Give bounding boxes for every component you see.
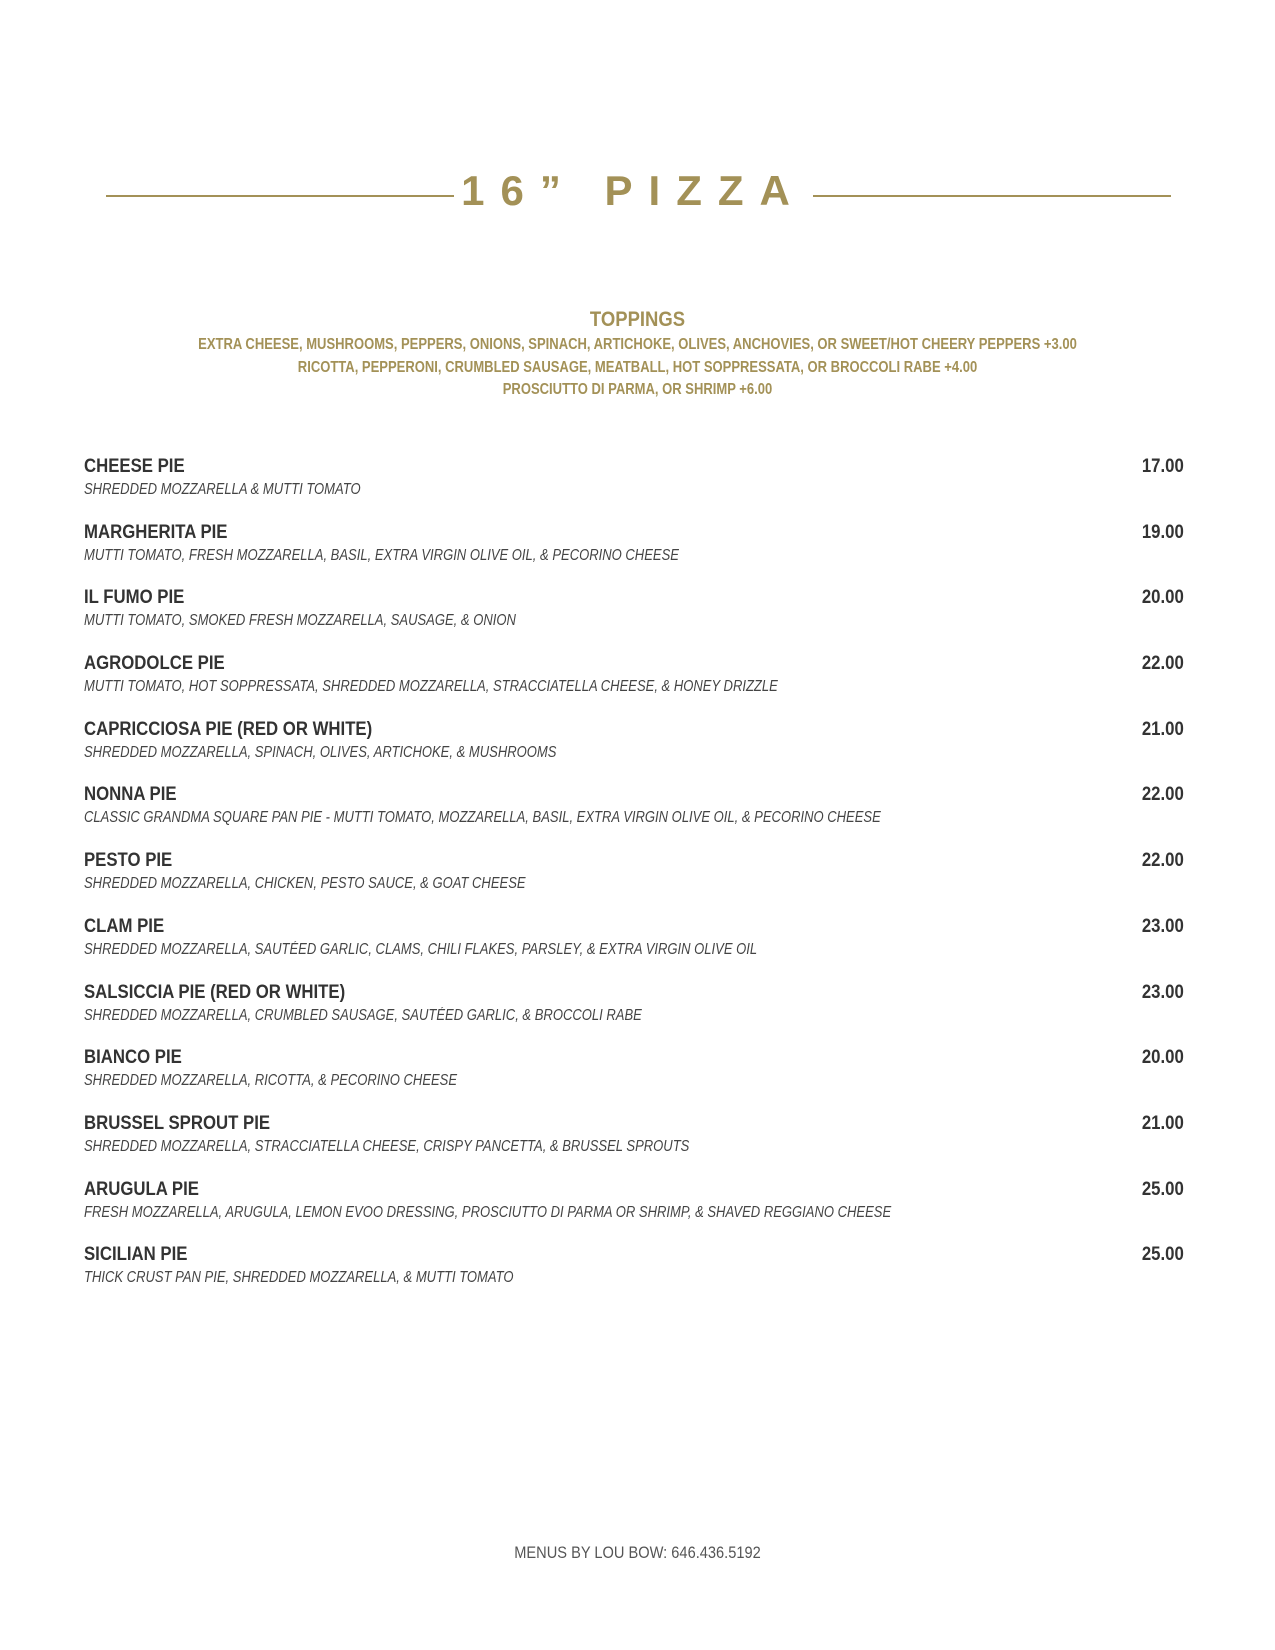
menu-item-name: MARGHERITA PIE [84,520,228,543]
footer-credit: MENUS BY LOU BOW: 646.436.5192 [514,1543,761,1562]
menu-item-price: 22.00 [1142,652,1184,675]
menu-item-description: SHREDDED MOZZARELLA, RICOTTA, & PECORINO CHEESE [84,1072,458,1090]
menu-item [84,1177,1184,1243]
menu-item-name: BIANCO PIE [84,1046,182,1069]
menu-item-name: CHEESE PIE [84,455,185,477]
menu-item [84,585,1184,651]
menu-item-name: IL FUMO PIE [84,586,185,609]
menu-item-name: SALSICCIA PIE (RED OR WHITE) [84,980,346,1003]
menu-item-name: CAPRICCIOSA PIE (RED OR WHITE) [84,717,373,740]
menu-item-price: 25.00 [1142,1177,1184,1200]
menu-item-price: 25.00 [1142,1243,1184,1266]
menu-item-description: SHREDDED MOZZARELLA, CRUMBLED SAUSAGE, SAUTÉED GARLIC, & BROCCOLI RABE [84,1006,642,1024]
menu-item-price: 20.00 [1142,586,1184,609]
menu-item [84,914,1184,980]
menu-item-description: FRESH MOZZARELLA, ARUGULA, LEMON EVOO DRESSING, PROSCIUTTO DI PARMA OR SHRIMP, & SHAVED REGGIANO CHEESE [84,1203,892,1221]
menu-header [0,165,1275,225]
menu-item-price: 23.00 [1142,914,1184,937]
header-rule-left [106,195,454,197]
menu-item [84,1045,1184,1111]
toppings-section [0,306,1275,402]
menu-item-name: BRUSSEL SPROUT PIE [84,1111,271,1134]
menu-item-name: SICILIAN PIE [84,1243,188,1266]
menu-item [84,1111,1184,1177]
menu-item-name: CLAM PIE [84,914,165,937]
page-title: 16” PIZZA [461,167,806,214]
menu-item-price: 20.00 [1142,1046,1184,1069]
header-rule-right [813,195,1171,197]
menu-item [84,454,1184,520]
menu-item-description: SHREDDED MOZZARELLA, SPINACH, OLIVES, ARTICHOKE, & MUSHROOMS [84,743,557,761]
menu-item-price: 22.00 [1142,849,1184,872]
menu-item [84,717,1184,783]
menu-item-description: SHREDDED MOZZARELLA, CHICKEN, PESTO SAUCE, & GOAT CHEESE [84,875,526,893]
menu-item [84,782,1184,848]
menu-item-description: MUTTI TOMATO, FRESH MOZZARELLA, BASIL, EXTRA VIRGIN OLIVE OIL, & PECORINO CHEESE [84,546,679,564]
toppings-line: RICOTTA, PEPPERONI, CRUMBLED SAUSAGE, MEATBALL, HOT SOPPRESSATA, OR BROCCOLI RABE +4.00 [297,358,978,376]
menu-item [84,520,1184,586]
menu-item-list [84,454,1184,1308]
menu-item-description: SHREDDED MOZZARELLA & MUTTI TOMATO [84,481,361,498]
menu-item [84,980,1184,1046]
menu-item-name: ARUGULA PIE [84,1177,199,1200]
menu-item-description: SHREDDED MOZZARELLA, STRACCIATELLA CHEESE, CRISPY PANCETTA, & BRUSSEL SPROUTS [84,1137,690,1155]
menu-item-description: CLASSIC GRANDMA SQUARE PAN PIE - MUTTI TOMATO, MOZZARELLA, BASIL, EXTRA VIRGIN OLIVE OIL, & PECORINO CHEESE [84,809,881,827]
menu-item-price: 17.00 [1142,455,1184,477]
menu-item-price: 21.00 [1142,717,1184,740]
menu-item-description: THICK CRUST PAN PIE, SHREDDED MOZZARELLA, & MUTTI TOMATO [84,1269,514,1287]
menu-item-price: 21.00 [1142,1111,1184,1134]
menu-item [84,848,1184,914]
menu-item-description: MUTTI TOMATO, SMOKED FRESH MOZZARELLA, SAUSAGE, & ONION [84,612,516,630]
menu-item-description: MUTTI TOMATO, HOT SOPPRESSATA, SHREDDED MOZZARELLA, STRACCIATELLA CHEESE, & HONEY DRIZZLE [84,678,778,696]
menu-item [84,1242,1184,1308]
menu-item [84,651,1184,717]
menu-item-price: 22.00 [1142,783,1184,806]
menu-item-description: SHREDDED MOZZARELLA, SAUTÉED GARLIC, CLAMS, CHILI FLAKES, PARSLEY, & EXTRA VIRGIN OLIVE OIL [84,940,758,958]
menu-item-name: AGRODOLCE PIE [84,652,225,675]
menu-item-name: NONNA PIE [84,783,177,806]
toppings-line: EXTRA CHEESE, MUSHROOMS, PEPPERS, ONIONS, SPINACH, ARTICHOKE, OLIVES, ANCHOVIES, OR SWEET/HOT CHEERY PEPPERS +3.00 [198,336,1077,353]
menu-item-price: 23.00 [1142,980,1184,1003]
menu-item-price: 19.00 [1142,520,1184,543]
toppings-line: PROSCIUTTO DI PARMA, OR SHRIMP +6.00 [502,381,773,398]
toppings-heading: TOPPINGS [589,308,686,331]
menu-item-name: PESTO PIE [84,849,173,872]
